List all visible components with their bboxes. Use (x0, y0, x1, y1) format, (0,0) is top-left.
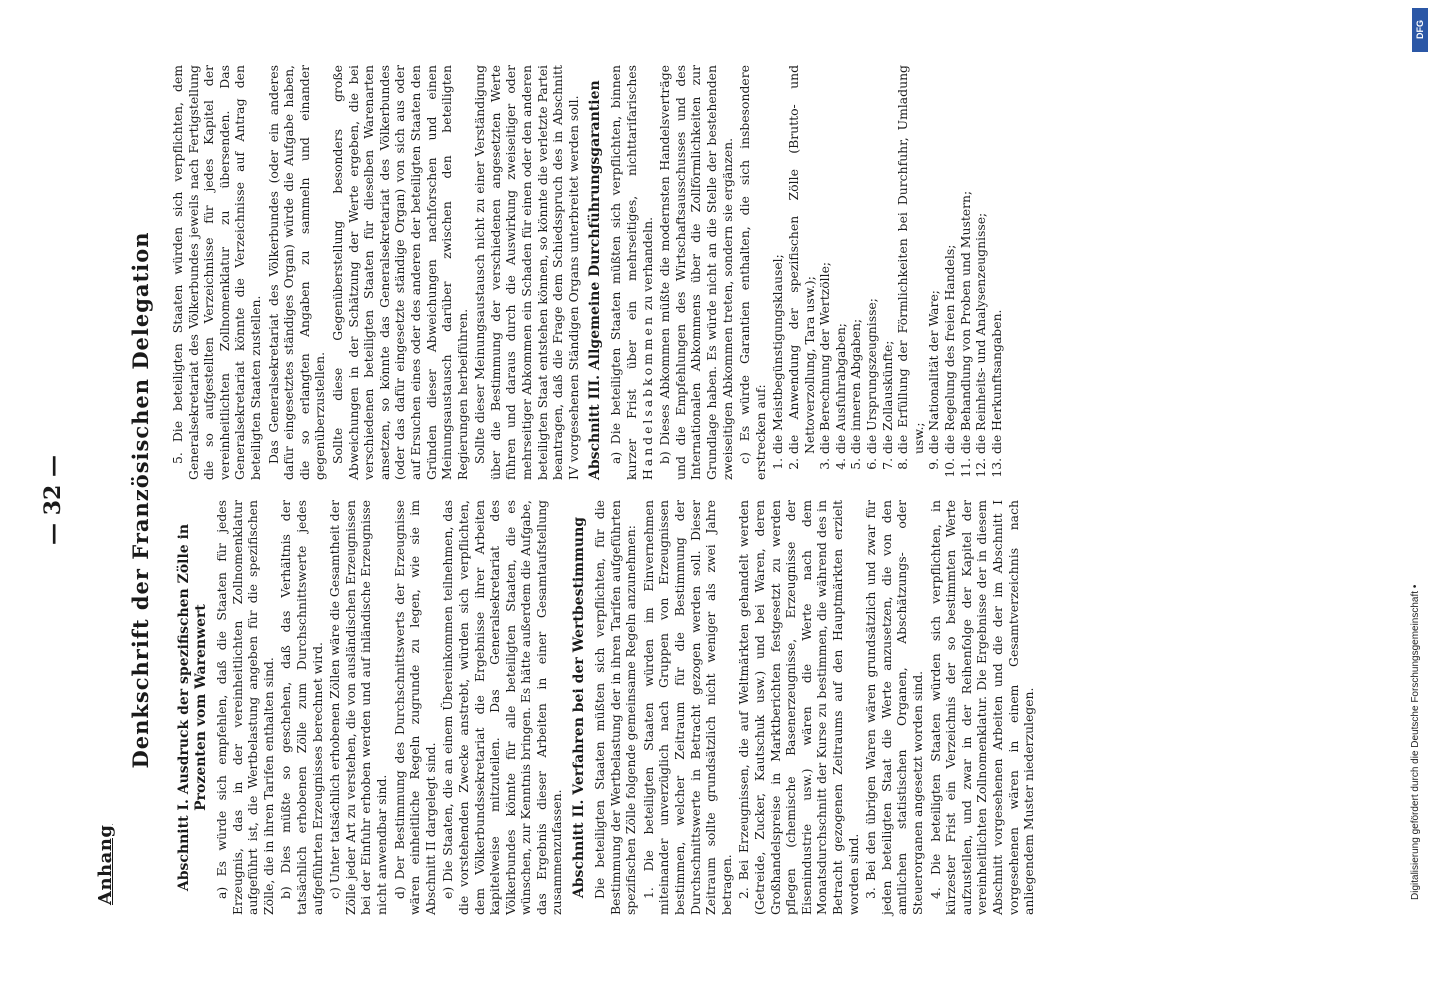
paragraph: b) Dies müßte so geschehen, daß das Verhältnis der tatsächlich erhobenen Zölle zum Durchschnittswerte jedes aufgeführten Erzeugnisses berechnet wird. (278, 500, 325, 915)
dfg-funding-notice: Digitalisierung gefördert durch die Deutsche Forschungsgemeinschaft • (1410, 584, 1421, 900)
page-number: — 32 — (40, 455, 66, 545)
paragraph: 5. Die beteiligten Staaten würden sich verpflichten, dem Generalsekretariat des Völkerbundes jeweils nach Fertigstellung die so aufgestellten Verzeichnisse für jedes Kapitel der vereinheitlichten Zollnomenklatur zu übersenden. Das Generalsekretariat könnte die Verzeichnisse auf Antrag den beteiligten Staaten zustellen. (170, 65, 263, 480)
page-title: Denkschrift der Französischen Delegation (128, 231, 153, 769)
abschnitt-3-heading: Abschnitt III. Allgemeine Durchführungsgarantien (587, 80, 604, 480)
guarantee-list-item: 4. die Ausfuhrabgaben; (833, 65, 849, 454)
guarantee-list-item: 1. die Meistbegünstigungsklausel; (770, 65, 786, 454)
paragraph: c) Es würde Garantien enthalten, die sich insbesondere erstrecken auf: (737, 65, 768, 480)
abschnitt-1-heading: Abschnitt I. Ausdruck der spezifischen Zölle in Prozenten vom Warenwert (176, 523, 209, 892)
guarantee-list-item: 8. die Erfüllung der Förmlichkeiten bei Durchfuhr, Umladung usw.; (895, 65, 926, 454)
guarantee-list (770, 65, 1004, 480)
paragraph: Die beteiligten Staaten müßten sich verpflichten, für die Bestimmung der Wertbelastung der in ihren Tarifen aufgeführten spezifischen Zölle folgende gemeinsame Regeln anzunehmen: (592, 500, 639, 915)
guarantee-list-item: 13. die Herkunftsangaben. (989, 65, 1005, 454)
right-column (170, 65, 1004, 480)
paragraph: Sollte diese Gegenüberstellung besonders große Abweichungen in der Schätzung der Werte ergeben, die bei verschiedenen beteiligten Staaten für dieselben Warenarten ansetzen, so könnte das Generalsekretariat des Völkerbundes (oder das dafür eingesetzte ständige Organ) von sich aus oder auf Ersuchen eines oder des anderen der beteiligten Staaten den Gründen dieser Abweichungen nachforschen und einen Meinungsaustausch darüber zwischen den beteiligten Regierungen herbeiführen. (329, 65, 470, 480)
left-column (170, 500, 1039, 915)
guarantee-list-item: 11. die Behandlung von Proben und Mustern; (958, 65, 974, 454)
paragraph: a) Es würde sich empfehlen, daß die Staaten für jedes Erzeugnis, das in der vereinheitlichten Zollnomenklatur aufgeführt ist, die Wertbelastung angeben für die spezifischen Zölle, die in ihren Tarifen enthalten sind. (214, 500, 276, 915)
dfg-logo: DFG (1412, 8, 1428, 52)
guarantee-list-item: 12. die Reinheits- und Analysenzeugnisse; (973, 65, 989, 454)
emphasized-term: Handelsabkommen (639, 314, 655, 480)
guarantee-list-item: 5. die inneren Abgaben; (848, 65, 864, 454)
guarantee-list-item: 7. die Zollauskünfte; (880, 65, 896, 454)
guarantee-list-item: 10. die Regelung des freien Handels; (942, 65, 958, 454)
guarantee-list-item: 2. die Anwendung der spezifischen Zölle (Brutto- und Nettoverzollung, Tara usw.); (786, 65, 817, 454)
paragraph-text: a) Die beteiligten Staaten müßten sich verpflichten, binnen kurzer Frist über ein mehrseitiges, nichttarifarisches (608, 65, 640, 480)
dfg-sidebar (1408, 0, 1434, 1000)
guarantee-list-item: 6. die Ursprungszeugnisse; (864, 65, 880, 454)
paragraph: 3. Bei den übrigen Waren wären grundsätzlich und zwar für jeden beteiligten Staat die Werte anzusetzen, die von den amtlichen statistischen Organen, Abschätzungs- oder Steuerorganen angesetzt worden sind. (863, 500, 925, 915)
guarantee-list-item: 3. die Berechnung der Wertzölle; (817, 65, 833, 454)
paragraph: e) Die Staaten, die an einem Übereinkommen teilnehmen, das die vorstehenden Zwecke anstrebt, würden sich verpflichten, dem Völkerbundssekretariat die Ergebnisse ihrer Arbeiten kapitelweise mitzuteilen. Das Generalsekretariat des Völkerbundes könnte für alle beteiligten Staaten, die es wünschen, zur Kenntnis bringen. Es hätte außerdem die Aufgabe, das Ergebnis dieser Arbeiten in einer Gesamtaufstellung zusammenzufassen. (440, 500, 565, 915)
paragraph: 1. Die beteiligten Staaten würden im Einvernehmen miteinander unverzüglich nach Gruppen von Erzeugnissen bestimmen, welcher Zeitraum für die Bestimmung der Durchschnittswerte in Betracht gezogen werden soll. Dieser Zeitraum sollte grundsätzlich nicht weniger als zwei Jahre betragen. (640, 500, 734, 915)
paragraph: d) Der Bestimmung des Durchschnittswerts der Erzeugnisse wären einheitliche Regeln zugrunde zu legen, wie sie im Abschnitt II dargelegt sind. (391, 500, 438, 915)
section-label: Anhang (95, 824, 116, 905)
paragraph: c) Unter tatsächlich erhobenen Zöllen wäre die Gesamtheit der Zölle jeder Art zu verstehen, die von ausländischen Erzeugnissen bei der Einfuhr erhoben werden und auf inländische Erzeugnisse nicht anwendbar sind. (327, 500, 389, 915)
paragraph: b) Dieses Abkommen müßte die modernsten Handelsverträge und die Empfehlungen des Wirtschaftsausschusses und des Internationalen Abkommens über die Zollförmlichkeiten zur Grundlage haben. Es würde nicht an die Stelle der bestehenden zweiseitigen Abkommen treten, sondern sie ergänzen. (657, 65, 735, 480)
paragraph: Sollte dieser Meinungsaustausch nicht zu einer Verständigung über die Bestimmung der verschiedenen angesetzten Werte führen und daraus durch die Auswirkung zweiseitiger oder mehrseitiger Abkommen ein Schaden für einen oder den anderen beteiligten Staat entstehen können, so könnte die verletzte Partei beantragen, daß die Frage dem Schiedsspruch des in Abschnitt IV vorgesehenen Ständigen Organs unterbreitet werden soll. (472, 65, 581, 480)
abschnitt-2-heading: Abschnitt II. Verfahren bei der Wertbestimmung (571, 516, 588, 899)
guarantee-list-item: 9. die Nationalität der Ware; (926, 65, 942, 454)
paragraph: 4. Die beteiligten Staaten würden sich verpflichten, in kürzester Frist ein Verzeichnis der so bestimmten Werte aufzustellen, und zwar in der Reihenfolge der Kapitel der vereinheitlichten Zollnomenklatur. Die Ergebnisse der in diesem Abschnitt vorgesehenen Arbeiten und die der im Abschnitt I vorgesehenen wären in einem Gesamtverzeichnis nach anliegendem Muster niederzulegen. (927, 500, 1037, 915)
paragraph: 2. Bei Erzeugnissen, die auf Weltmärkten gehandelt werden (Getreide, Zucker, Kautschuk usw.) und bei Waren, deren Großhandelspreise in Marktberichten festgesetzt zu werden pflegen (chemische Basenerzeugnisse, Erzeugnisse der Eisenindustrie usw.) wären die Werte nach dem Monatsdurchschnitt der Kurse zu bestimmen, die während des in Betracht gezogenen Zeitraums auf den Hauptmärkten erzielt worden sind. (736, 500, 861, 915)
paragraph-text: zu verhandeln. (639, 216, 655, 311)
paragraph (608, 65, 655, 480)
paragraph: Das Generalsekretariat des Völkerbundes (oder ein anderes dafür eingesetztes ständiges Organ) würde die Aufgabe haben, die so erlangten Angaben zu sammeln und einander gegenüberzustellen. (265, 65, 328, 480)
